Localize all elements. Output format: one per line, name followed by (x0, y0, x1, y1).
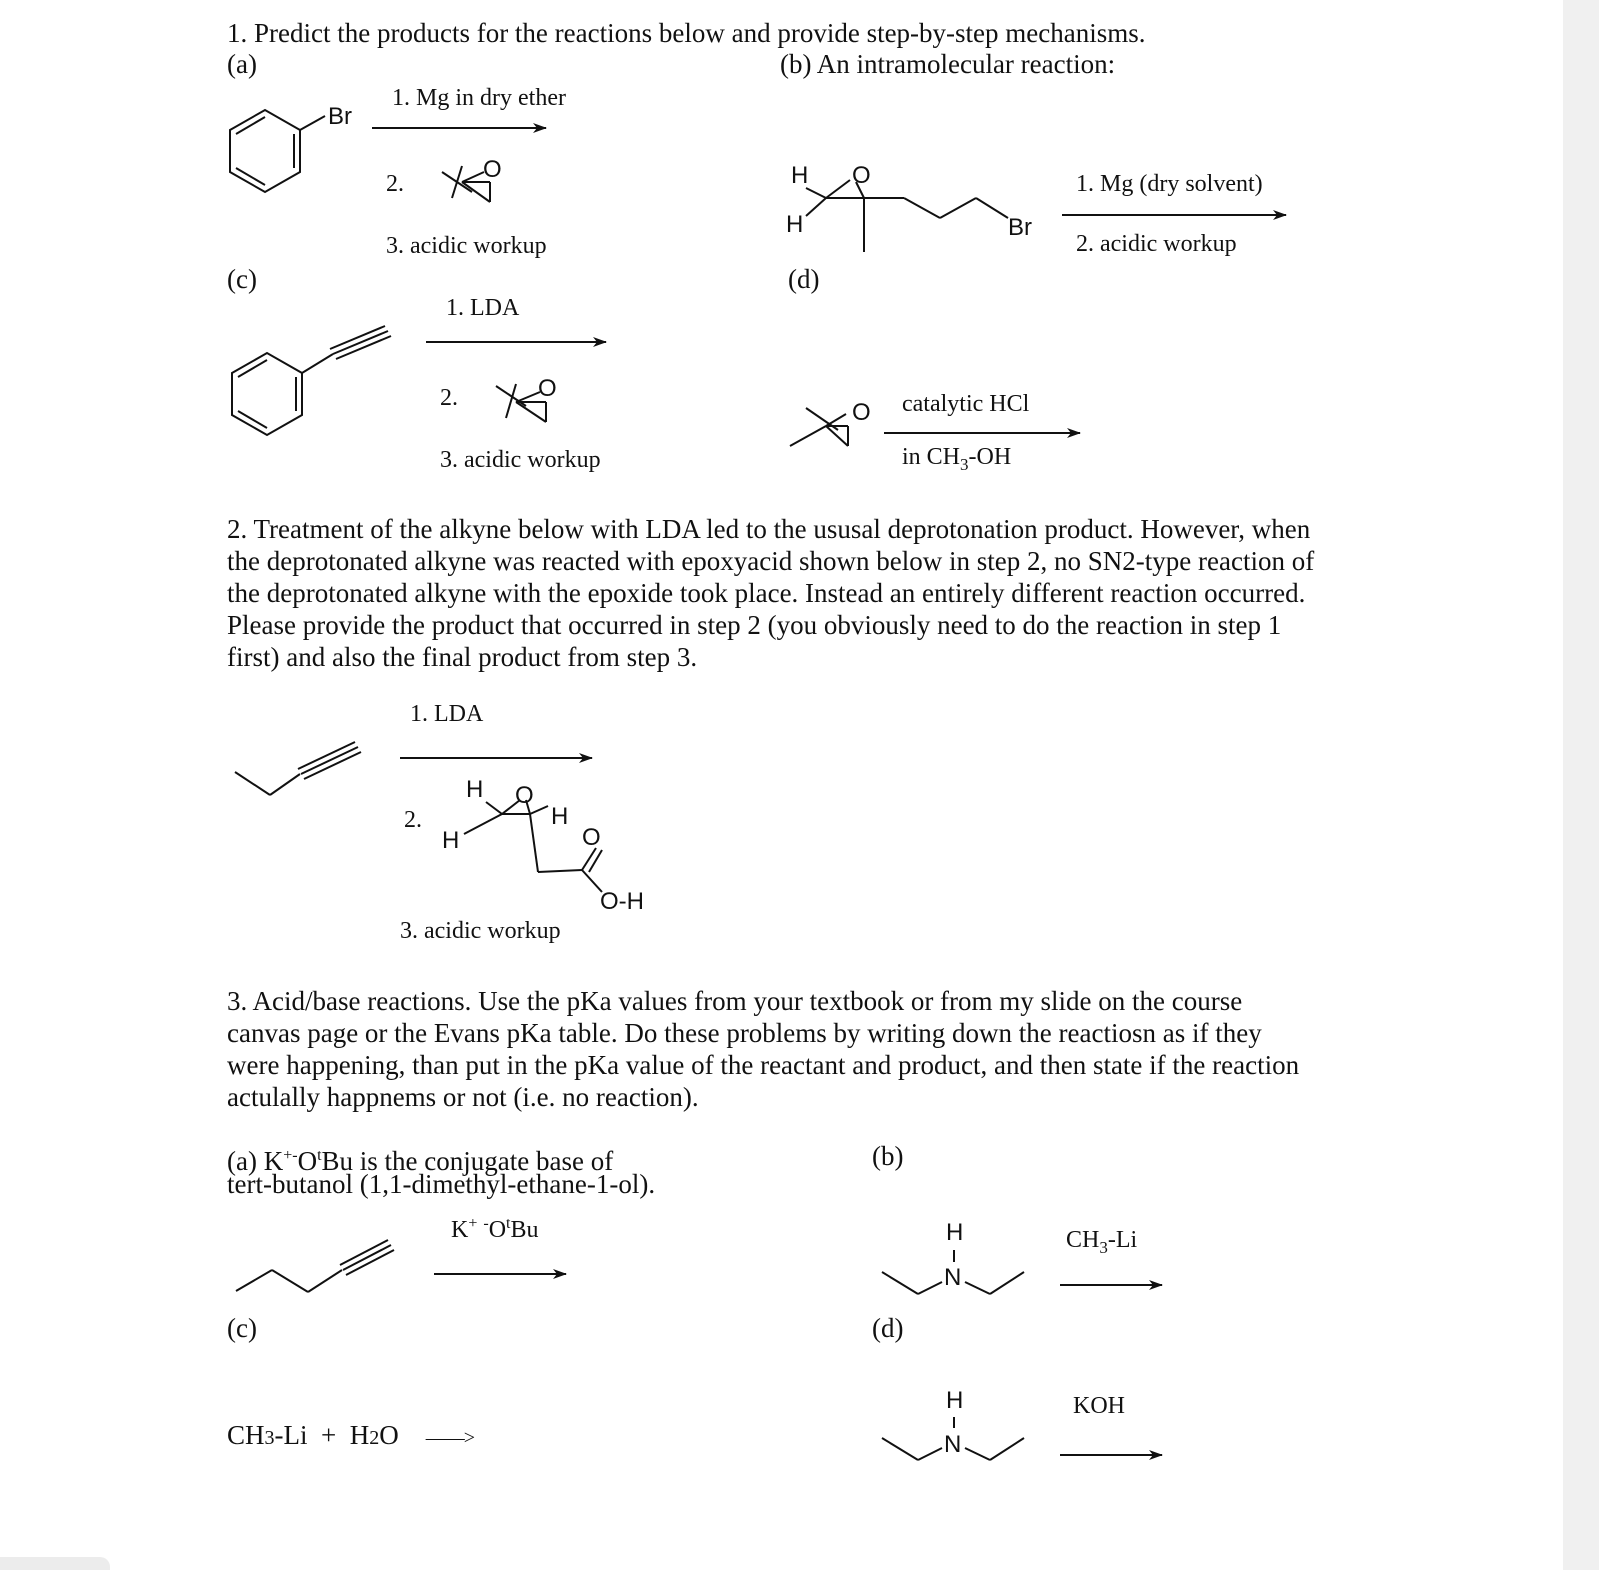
q1d-o-atom: O (852, 399, 871, 426)
q2-o-carbonyl-atom: O (582, 824, 601, 851)
q3c-ch: CH (227, 1420, 265, 1450)
q1d-label: (d) (788, 264, 820, 294)
q1c-label: (c) (227, 264, 257, 294)
q1d-reagent: catalytic HCl (902, 391, 1030, 417)
q3b-reagent-pre: CH (1066, 1227, 1100, 1253)
q1a-o-atom: O (483, 156, 502, 183)
q3d-n-atom: N (944, 1431, 962, 1458)
q2-step1: 1. LDA (410, 701, 484, 727)
q3a-line2: tert-butanol (1,1-dimethyl-ethane-1-ol). (227, 1169, 656, 1199)
q2-h-right-atom: H (551, 803, 569, 830)
q1-title: 1. Predict the products for the reactions below and provide step-by-step mechanisms. (227, 18, 1146, 48)
q1c-phenylacetylene (232, 326, 391, 435)
q3c-3: 3 (264, 1427, 275, 1449)
q3d-reagent: KOH (1073, 1393, 1125, 1419)
q2-h-top-atom: H (466, 776, 484, 803)
q3a-t: t (317, 1147, 322, 1164)
q3-text: 3. Acid/base reactions. Use the pKa values from your textbook or from my slide on the course canvas page or the Evans pKa table. Do these problems by writing down the reactiosn as if they were happening, than put in the pKa value of the reactant and product, and then state if the reaction actulally happnems or not (i.e. no reaction). (227, 986, 1300, 1112)
q3a-minus: - (292, 1147, 298, 1164)
q3c-arrow: ——> (425, 1427, 475, 1449)
q1c-o-atom: O (538, 375, 557, 402)
q1b-br-atom: Br (1008, 214, 1032, 241)
q3a-plus: + (283, 1147, 293, 1164)
q3c-o: O (379, 1420, 399, 1450)
q1d-solvent-sub: 3 (960, 454, 969, 474)
q1b-label: (b) An intramolecular reaction: (780, 49, 1116, 79)
q3a-reagent-k: K (451, 1217, 469, 1243)
q3c-plus: + (321, 1420, 337, 1450)
q1a-br-atom: Br (328, 103, 352, 130)
q3a-k: (a) K (227, 1146, 284, 1176)
q3b-label: (b) (872, 1141, 904, 1171)
q3a-o: O (297, 1146, 318, 1176)
q3a-reagent-o: O (488, 1217, 507, 1243)
q3a-reagent-bu: Bu (510, 1217, 539, 1243)
q2-h-left-atom: H (442, 827, 460, 854)
q2-text: 2. Treatment of the alkyne below with LDA led to the ususal deprotonation product. However, when the deprotonated alkyne was reacted with epoxyacid shown below in step 2, no SN2-type reaction of the deprotonated alkyne with the epoxide took place. Instead an entirely different reaction occurred. Please provide the product that occurred in step 2 (you obviously need to do the reaction in step 1 first) and also the final product from step 3. (227, 514, 1315, 672)
q3d-h-atom: H (946, 1387, 964, 1414)
q3c-label: (c) (227, 1313, 257, 1343)
q1a-step3: 3. acidic workup (386, 233, 547, 259)
q3b-h-atom: H (946, 1219, 964, 1246)
q1a-bromobenzene (230, 110, 325, 192)
q3c-li: -Li (274, 1420, 308, 1450)
q3b-reagent-post: -Li (1107, 1227, 1138, 1253)
q2-step2-num: 2. (404, 807, 422, 833)
q3b-reagent-sub: 3 (1099, 1237, 1108, 1257)
q1a-step2-num: 2. (386, 171, 404, 197)
q1b-step1: 1. Mg (dry solvent) (1076, 171, 1263, 197)
q1c-step2-num: 2. (440, 385, 458, 411)
q3a-reagent-minus: - (483, 1215, 489, 1232)
page-corner-tab (0, 1557, 110, 1570)
q3c-h: H (349, 1420, 370, 1450)
q1c-step3: 3. acidic workup (440, 447, 601, 473)
q3a-reagent-plus: + (468, 1215, 478, 1232)
q3a-reagent-t: t (506, 1215, 511, 1232)
q3a-line1-post: Bu is the conjugate base of (321, 1146, 614, 1176)
q1d-epoxide (790, 408, 848, 446)
q3d-label: (d) (872, 1313, 904, 1343)
q1d-solvent-post: -OH (968, 444, 1012, 470)
q1b-h2-atom: H (786, 211, 804, 238)
q1c-step1: 1. LDA (446, 295, 520, 321)
q2-oh-group: O-H (600, 888, 644, 915)
q2-o-epoxide-atom: O (515, 782, 534, 809)
q2-alkyne (235, 742, 361, 795)
vertical-scrollbar[interactable] (1563, 0, 1599, 1570)
q1b-step2: 2. acidic workup (1076, 231, 1237, 257)
q2-step3: 3. acidic workup (400, 918, 561, 944)
q1a-step1: 1. Mg in dry ether (392, 85, 566, 111)
q1a-label: (a) (227, 49, 257, 79)
q3b-n-atom: N (944, 1264, 962, 1291)
q3a-alkyne (236, 1240, 394, 1292)
q3c-2: 2 (369, 1427, 380, 1449)
q1b-h1-atom: H (791, 162, 809, 189)
q1b-o-atom: O (852, 162, 871, 189)
q1b-substrate (806, 180, 1008, 252)
q1d-solvent-pre: in CH (902, 444, 961, 470)
